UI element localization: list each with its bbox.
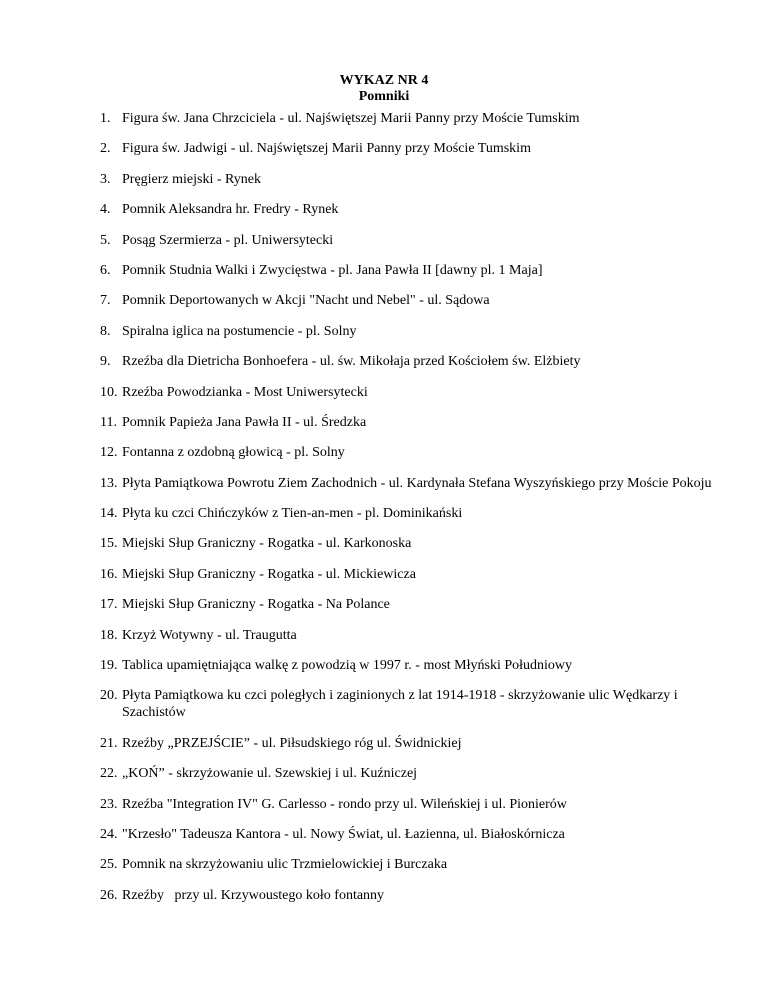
list-item xyxy=(0,110,768,127)
monument-list xyxy=(0,110,768,917)
list-item-text: Krzyż Wotywny - ul. Traugutta xyxy=(122,627,297,643)
list-item xyxy=(0,856,768,873)
list-item-number: 16. xyxy=(100,566,118,582)
list-item-text: Tablica upamiętniająca walkę z powodzią w 1997 r. - most Młyński Południowy xyxy=(122,658,573,674)
list-item-text: Fontanna z ozdobną głowicą - pl. Solny xyxy=(122,445,345,461)
list-item xyxy=(0,687,768,721)
list-item-text: Pręgierz miejski - Rynek xyxy=(122,171,262,187)
list-item xyxy=(0,596,768,613)
list-item-number: 13. xyxy=(100,475,118,491)
list-item-text: Figura św. Jana Chrzciciela - ul. Najświętszej Marii Panny przy Moście Tumskim xyxy=(122,111,580,126)
list-item-number: 23. xyxy=(100,796,118,812)
list-item-number: 17. xyxy=(100,597,118,613)
list-item xyxy=(0,384,768,401)
list-item-number: 19. xyxy=(100,658,118,674)
list-item-number: 2. xyxy=(100,141,111,157)
list-item-number: 10. xyxy=(100,384,118,400)
list-item-text: Rzeźba Powodzianka - Most Uniwersytecki xyxy=(122,384,368,400)
list-item-text: Miejski Słup Graniczny - Rogatka - Na Polance xyxy=(122,597,390,613)
list-item xyxy=(0,323,768,340)
list-item-number: 18. xyxy=(100,627,118,643)
list-item-text: Rzeźba dla Dietricha Bonhoefera - ul. św. Mikołaja przed Kościołem św. Elżbiety xyxy=(122,354,581,370)
list-item-number: 14. xyxy=(100,506,118,522)
list-item-number: 11. xyxy=(100,414,117,430)
list-item-number: 6. xyxy=(100,262,111,278)
list-item xyxy=(0,627,768,644)
list-item-text: Pomnik Studnia Walki i Zwycięstwa - pl. Jana Pawła II [dawny pl. 1 Maja] xyxy=(122,262,543,278)
list-item xyxy=(0,505,768,522)
list-item xyxy=(0,566,768,583)
list-item xyxy=(0,414,768,431)
list-item-text: Pomnik Deportowanych w Akcji "Nacht und Nebel" - ul. Sądowa xyxy=(122,293,490,309)
list-item xyxy=(0,535,768,552)
list-item-text: Miejski Słup Graniczny - Rogatka - ul. Mickiewicza xyxy=(122,566,416,582)
list-item-text: Pomnik Aleksandra hr. Fredry - Rynek xyxy=(122,202,339,218)
list-item xyxy=(0,444,768,461)
list-item-number: 8. xyxy=(100,323,111,339)
list-item-number: 12. xyxy=(100,445,118,461)
list-item-text: "Krzesło" Tadeusza Kantora - ul. Nowy Świat, ul. Łazienna, ul. Białoskórnicza xyxy=(122,826,565,842)
list-item-text: Rzeźby przy ul. Krzywoustego koło fontanny xyxy=(122,887,385,903)
list-item-text: Miejski Słup Graniczny - Rogatka - ul. Karkonoska xyxy=(122,536,412,552)
document-subtitle: Pomniki xyxy=(358,89,410,104)
list-item-text: Płyta ku czci Chińczyków z Tien-an-men - pl. Dominikański xyxy=(122,506,463,522)
list-item xyxy=(0,826,768,843)
list-item-number: 15. xyxy=(100,536,118,552)
list-item xyxy=(0,292,768,309)
list-item-text: Pomnik na skrzyżowaniu ulic Trzmielowickiej i Burczaka xyxy=(122,857,448,873)
list-item xyxy=(0,171,768,188)
list-item-text: Pomnik Papieża Jana Pawła II - ul. Średzka xyxy=(122,414,367,430)
list-item xyxy=(0,475,768,492)
list-item-number: 7. xyxy=(100,293,111,309)
list-item xyxy=(0,353,768,370)
list-item xyxy=(0,887,768,904)
list-item xyxy=(0,735,768,752)
list-item-text: „KOŃ” - skrzyżowanie ul. Szewskiej i ul. Kuźniczej xyxy=(122,766,418,782)
list-item-number: 26. xyxy=(100,887,118,903)
list-item-text: Spiralna iglica na postumencie - pl. Solny xyxy=(122,323,357,339)
list-item-text: Płyta Pamiątkowa ku czci poległych i zaginionych z lat 1914-1918 - skrzyżowanie ulic Wędkarzy i Szachistów xyxy=(122,688,678,721)
list-item-text: Figura św. Jadwigi - ul. Najświętszej Marii Panny przy Moście Tumskim xyxy=(122,141,531,157)
list-item xyxy=(0,140,768,157)
list-item-text: Posąg Szermierza - pl. Uniwersytecki xyxy=(122,232,334,248)
list-item-text: Rzeźby „PRZEJŚCIE” - ul. Piłsudskiego róg ul. Świdnickiej xyxy=(122,735,462,751)
document-title: WYKAZ NR 4 xyxy=(339,73,429,88)
list-item-number: 3. xyxy=(100,171,111,187)
list-item-number: 4. xyxy=(100,202,111,218)
list-item xyxy=(0,262,768,279)
list-item-number: 25. xyxy=(100,857,118,873)
list-item-number: 1. xyxy=(100,111,111,126)
list-item-text: Płyta Pamiątkowa Powrotu Ziem Zachodnich - ul. Kardynała Stefana Wyszyńskiego przy Moście Pokoju xyxy=(122,475,712,491)
list-item xyxy=(0,765,768,782)
list-item xyxy=(0,201,768,218)
list-item-number: 9. xyxy=(100,354,111,370)
list-item-number: 20. xyxy=(100,688,118,704)
list-item-number: 21. xyxy=(100,735,118,751)
list-item-number: 22. xyxy=(100,766,118,782)
list-item xyxy=(0,232,768,249)
list-item-text: Rzeźba "Integration IV" G. Carlesso - rondo przy ul. Wileńskiej i ul. Pionierów xyxy=(122,796,567,812)
list-item-number: 5. xyxy=(100,232,111,248)
list-item xyxy=(0,796,768,813)
list-item-number: 24. xyxy=(100,826,118,842)
list-item xyxy=(0,657,768,674)
